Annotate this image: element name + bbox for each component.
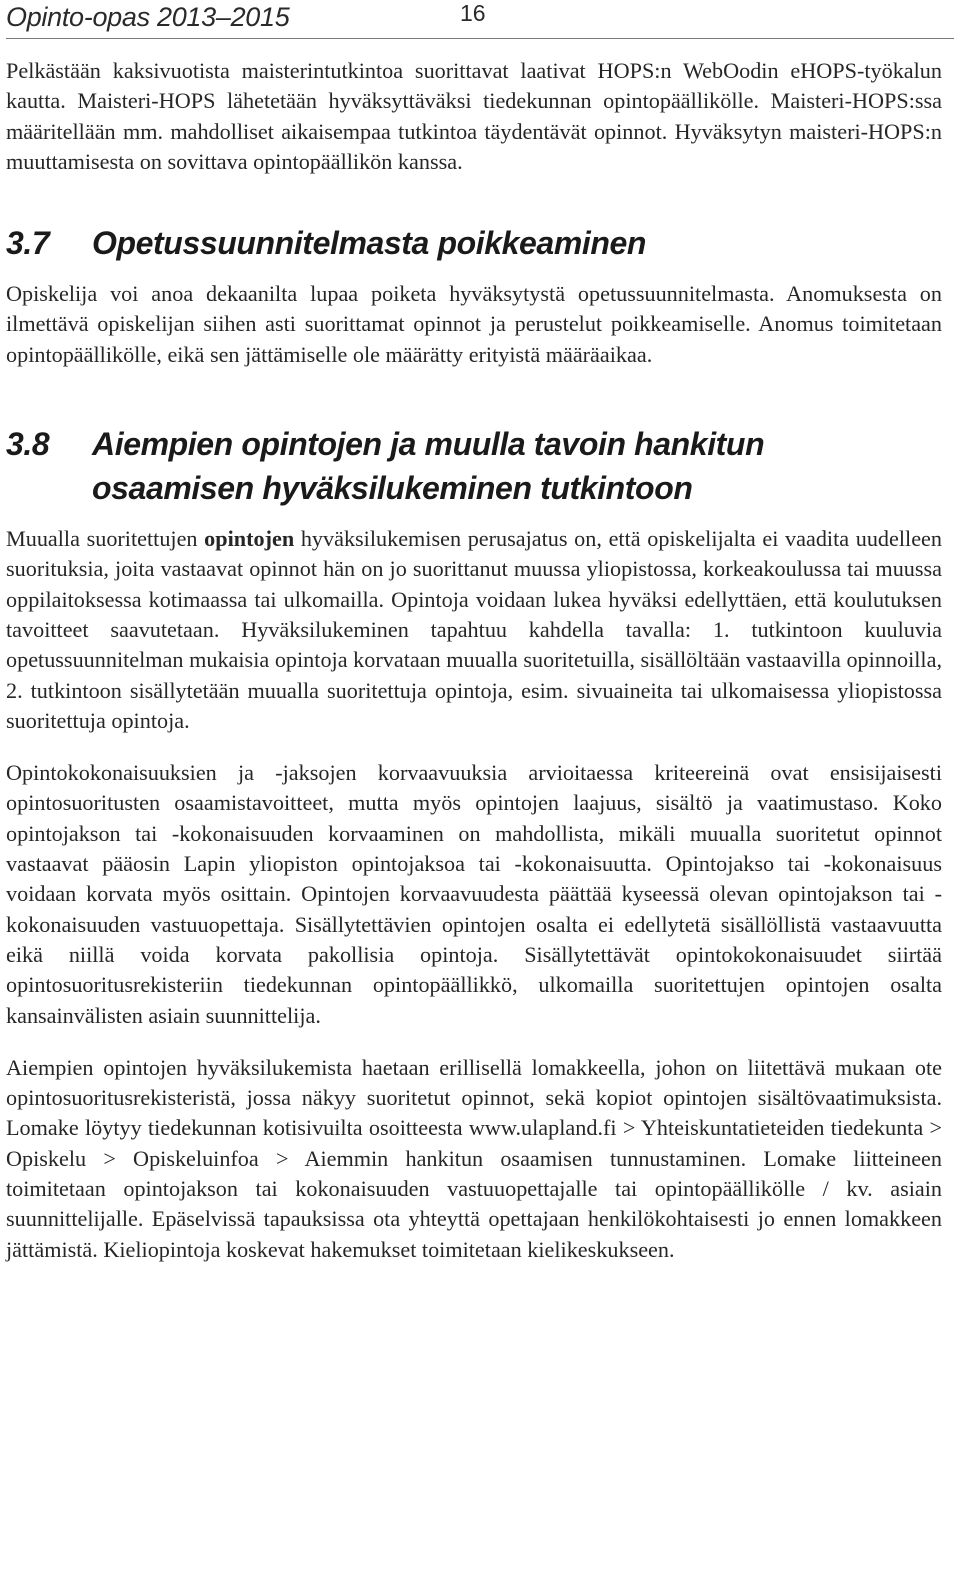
page-header [0,0,960,44]
paragraph-text: Muualla suoritettujen [6,526,205,552]
intro-paragraph: Pelkästään kaksivuotista maisterintutkintoa suorittavat laativat HOPS:n WebOodin eHOPS-työkalun kautta. Maisteri-HOPS lähetetään hyväksyttäväksi tiedekunnan opintopäällikölle. Maisteri-HOPS:ssa määritellään mm. mahdolliset aikaisempaa tutkintoa täydentävät opinnot. Hyväksytyn maisteri-HOPS:n muuttamisesta on sovittava opintopäällikön kanssa. [6,58,942,174]
section-3-8-paragraph-3: Aiempien opintojen hyväksilukemista haetaan erillisellä lomakkeella, johon on liitettävä mukaan ote opintosuoritusrekisteristä, jossa näkyy suoritetut opinnot, sekä kopiot opintojen sisältövaatimuksista. Lomake löytyy tiedekunnan kotisivuilta osoitteesta www.ulapland.fi > Yhteiskuntatieteiden tiedekunta > Opiskelu > Opiskeluinfoa > Aiemmin hankitun osaamisen tunnustaminen. Lomake liitteineen toimitetaan opintojakson tai kokonaisuuden vastuuopettajalle tai opintopäällikölle / kv. asiain suunnittelijalle. Epäselvissä tapauksissa ota yhteyttä opettajaan henkilökohtaisesti jo ennen lomakkeen jättämistä. Kieliopintoja koskevat hakemukset toimitetaan kielikeskukseen. [6,1054,942,1262]
section-heading-3-8 [6,422,942,510]
section-number: 3.8 [6,426,50,463]
section-number: 3.7 [6,225,50,262]
paragraph-text: hyväksilukemisen perusajatus on, että opiskelijalta ei vaadita uudelleen suorituksia, joita vastaavat opinnot hän on jo suorittanut muussa yliopistossa, korkeakoulussa tai muussa oppilaitoksessa kotimaassa tai ulkomailla. Opintoja voidaan lukea hyväksi edellyttäen, että koulutuksen tavoitteet saavutetaan. Hyväksilukeminen tapahtuu kahdella tavalla: 1. tutkintoon kuuluvia opetussuunnitelman mukaisia opintoja korvataan muualla suoritetuilla, sisällöltään vastaavilla opinnoilla, 2. tutkintoon sisällytetään muualla suoritettuja opintoja, esim. sivuaineita tai ulkomaisessa yliopistossa suoritettuja opintoja. [6,526,942,733]
section-3-8-paragraph-2: Opintokokonaisuuksien ja -jaksojen korvaavuuksia arvioitaessa kriteereinä ovat ensisijaisesti opintosuoritusten osaamistavoitteet, mutta myös opintojen laajuus, sisältö ja vaatimustaso. Koko opintojakson tai -kokonaisuuden korvaaminen on mahdollista, mikäli muualla suoritetut opinnot vastaavat pääosin Lapin yliopiston opintojaksoa tai -kokonaisuutta. Opintojakso tai -kokonaisuus voidaan korvata myös osittain. Opintojen korvaavuudesta päättää kyseessä olevan opintojakson tai -kokonaisuuden vastuuopettaja. Sisällytettävien opintojen osalta ei edellytetä sisällöllistä vastaavuutta eikä niillä voida korvata pakollisia opintoja. Sisällytettävät opintokokonaisuudet siirtää opintosuoritusrekisteriin tiedekunnan opintopäällikkö, ulkomailla suoritettujen opintojen osalta kansainvälisten asiain suunnittelija. [6,760,942,1028]
section-title-line-1: Aiempien opintojen ja muulla tavoin hankitun [92,426,765,463]
emphasized-word: opintojen [204,526,295,552]
page-number: 16 [460,0,486,26]
section-title: Opetussuunnitelmasta poikkeaminen [92,225,647,262]
section-3-8-paragraph-1 [6,524,942,736]
page-body [6,54,942,1265]
section-heading-3-7 [6,221,942,265]
section-title [92,422,942,510]
header-divider [6,38,954,39]
section-3-7-paragraph: Opiskelija voi anoa dekaanilta lupaa poiketa hyväksytystä opetussuunnitelmasta. Anomuksesta on ilmettävä opiskelijan siihen asti suorittamat opinnot ja perustelut poikkeamiselle. Anomus toimitetaan opintopäällikölle, eikä sen jättämiselle ole määrätty erityistä määräaikaa. [6,281,942,367]
running-header-title: Opinto-opas 2013–2015 [6,2,290,32]
section-title-line-2: osaamisen hyväksilukeminen tutkintoon [92,470,693,507]
